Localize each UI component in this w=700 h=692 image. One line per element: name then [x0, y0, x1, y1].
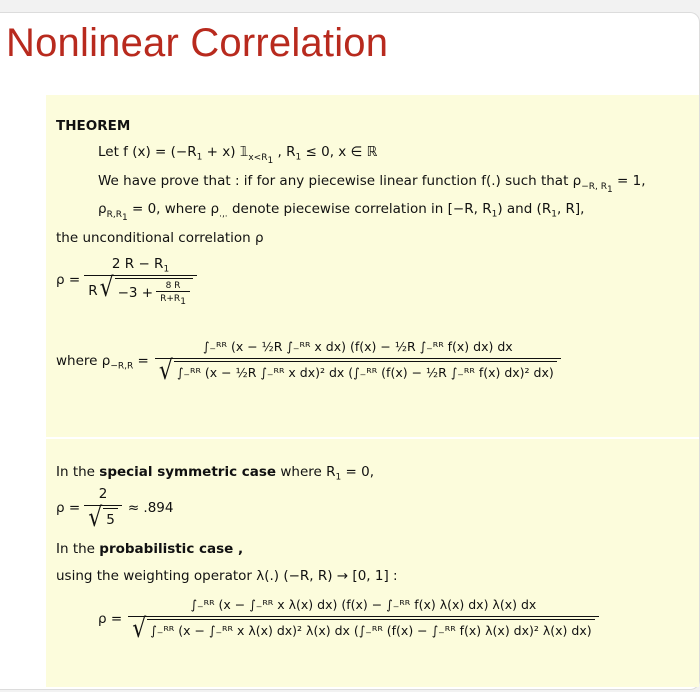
theorem-line-3: $\rho_{R,R_1} = 0$, where $\rho_{.,.}$ denote piecewise correlation in [−R, $R_1$) and ($R_1$, R], — [98, 201, 585, 223]
special-line-1: In the special symmetric case where $R_1 = 0$, — [56, 464, 375, 483]
article-card — [0, 12, 700, 690]
probabilistic-line: In the probabilistic case , — [56, 541, 244, 557]
theorem-heading: THEOREM — [56, 118, 131, 134]
theorem-line-2: We have prove that : if for any piecewise linear function f(.) such that $\rho_{-R, R_1} = 1$, — [98, 173, 646, 195]
theorem-box — [46, 95, 699, 437]
where-formula: where $\rho_{-R,R}$ = ∫₋ᴿᴿ (x − ½R ∫₋ᴿᴿ x dx) (f(x) − ½R ∫₋ᴿᴿ f(x) dx) dx √ ∫₋ᴿᴿ (x − ½R ∫₋ᴿᴿ x dx)² dx (∫₋ᴿᴿ (f(x) − ½R ∫₋ᴿᴿ f(x) dx)² dx) — [56, 338, 561, 383]
special-case-box — [46, 439, 699, 687]
special-rho-formula: ρ = 2 √ 5 ≈ .894 — [56, 486, 174, 534]
rho-formula: ρ = 2 $R - R_1$ R √ −3 + $\frac{8 R}{R+R_1}$ — [56, 255, 197, 304]
theorem-line-4: the unconditional correlation ρ — [56, 230, 264, 246]
weighting-operator-line: using the weighting operator λ(.) (−R, R) → [0, 1] : — [56, 568, 398, 584]
page-title: Nonlinear Correlation — [6, 21, 389, 65]
probabilistic-rho-formula: ρ = ∫₋ᴿᴿ (x − ∫₋ᴿᴿ x λ(x) dx) (f(x) − ∫₋ᴿᴿ f(x) λ(x) dx) λ(x) dx √ ∫₋ᴿᴿ (x − ∫₋ᴿᴿ x λ(x) dx)² λ(x) dx (∫₋ᴿᴿ (f(x) − ∫₋ᴿᴿ f(x) λ(x) dx)² λ(x) dx) — [98, 596, 599, 641]
theorem-line-1: Let f $(x) = (-R_1 + x)$ $𝟙_{x<R_1}$ , $R_1 \le 0$, x ∈ ℝ — [98, 144, 378, 166]
